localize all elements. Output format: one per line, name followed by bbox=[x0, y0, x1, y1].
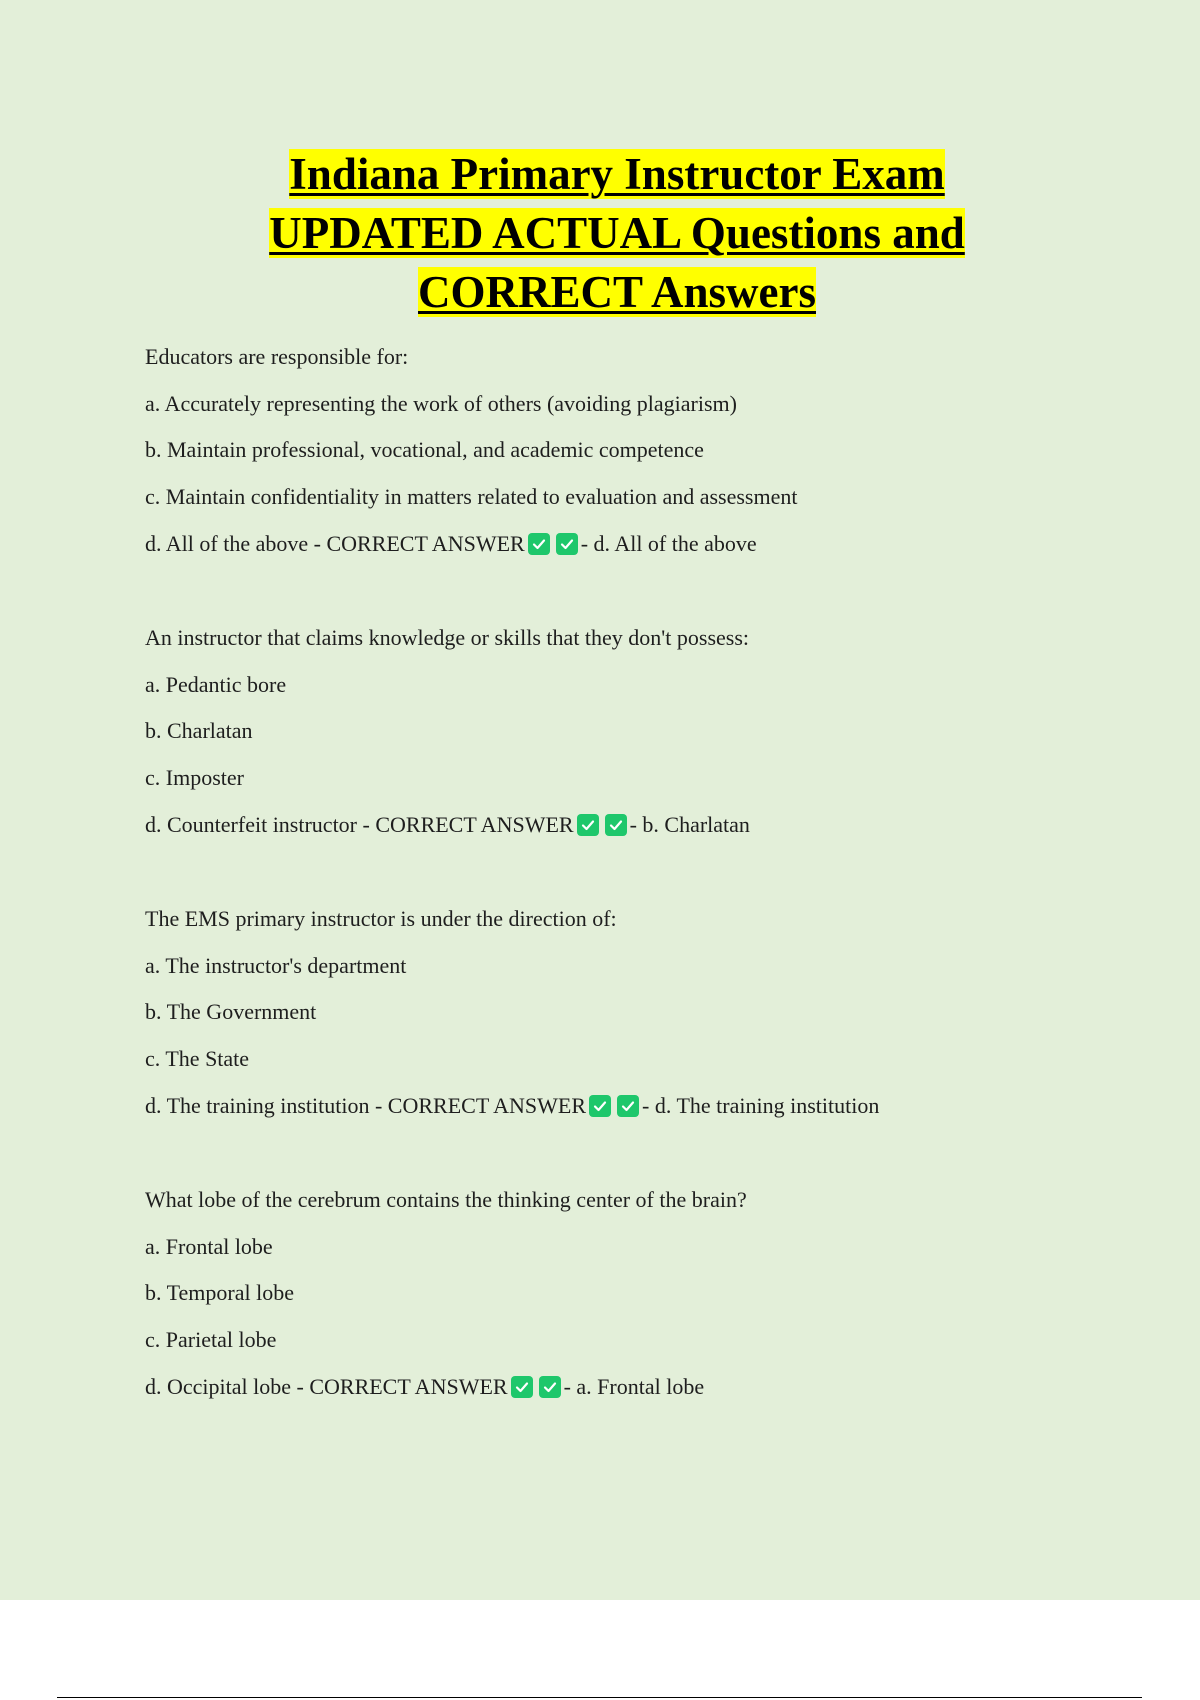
title-line-1: Indiana Primary Instructor Exam bbox=[289, 149, 945, 199]
option-a: a. Pedantic bore bbox=[145, 671, 287, 697]
check-icon bbox=[539, 1376, 561, 1398]
check-icon bbox=[605, 814, 627, 836]
option-c: c. Maintain confidentiality in matters related to evaluation and assessment bbox=[145, 483, 798, 509]
option-a: a. Accurately representing the work of others (avoiding plagiarism) bbox=[145, 390, 737, 416]
check-icon bbox=[511, 1376, 533, 1398]
option-b: b. Maintain professional, vocational, and academic competence bbox=[145, 437, 704, 462]
question-text: What lobe of the cerebrum contains the thinking center of the brain? bbox=[145, 1187, 747, 1212]
option-d: d. Occipital lobe - CORRECT ANSWER bbox=[145, 1374, 508, 1399]
option-d: d. Counterfeit instructor - CORRECT ANSWER bbox=[145, 812, 574, 837]
option-a: a. Frontal lobe bbox=[145, 1233, 273, 1259]
question-text: Educators are responsible for: bbox=[145, 344, 409, 369]
check-icon bbox=[617, 1095, 639, 1117]
check-icon bbox=[577, 814, 599, 836]
title-line-2: UPDATED ACTUAL Questions and bbox=[269, 208, 965, 258]
document-title bbox=[0, 145, 1200, 322]
answer-line bbox=[145, 526, 1145, 575]
option-c: c. The State bbox=[145, 1045, 250, 1071]
correct-answer: - a. Frontal lobe bbox=[563, 1374, 705, 1399]
check-icon bbox=[556, 533, 578, 555]
correct-answer: - d. The training institution bbox=[642, 1093, 880, 1118]
question-list bbox=[145, 340, 1145, 1464]
question-block bbox=[145, 1183, 1145, 1418]
page-divider bbox=[57, 1697, 1142, 1698]
question-block bbox=[145, 902, 1145, 1137]
option-d: d. All of the above - CORRECT ANSWER bbox=[145, 531, 525, 556]
option-b: b. Temporal lobe bbox=[145, 1280, 294, 1305]
check-icon bbox=[589, 1095, 611, 1117]
check-icon bbox=[528, 533, 550, 555]
answer-line bbox=[145, 1088, 1145, 1137]
question-text: An instructor that claims knowledge or skills that they don't possess: bbox=[145, 625, 750, 650]
question-block bbox=[145, 340, 1145, 575]
title-line-3: CORRECT Answers bbox=[418, 267, 816, 317]
option-b: b. The Government bbox=[145, 999, 317, 1024]
answer-line bbox=[145, 1369, 1145, 1418]
correct-answer: - d. All of the above bbox=[580, 531, 757, 556]
question-block bbox=[145, 621, 1145, 856]
question-text: The EMS primary instructor is under the direction of: bbox=[145, 906, 617, 931]
correct-answer: - b. Charlatan bbox=[629, 812, 750, 837]
option-d: d. The training institution - CORRECT ANSWER bbox=[145, 1093, 587, 1118]
option-c: c. Imposter bbox=[145, 764, 244, 790]
option-a: a. The instructor's department bbox=[145, 952, 407, 978]
option-b: b. Charlatan bbox=[145, 718, 253, 743]
answer-line bbox=[145, 807, 1145, 856]
option-c: c. Parietal lobe bbox=[145, 1326, 277, 1352]
